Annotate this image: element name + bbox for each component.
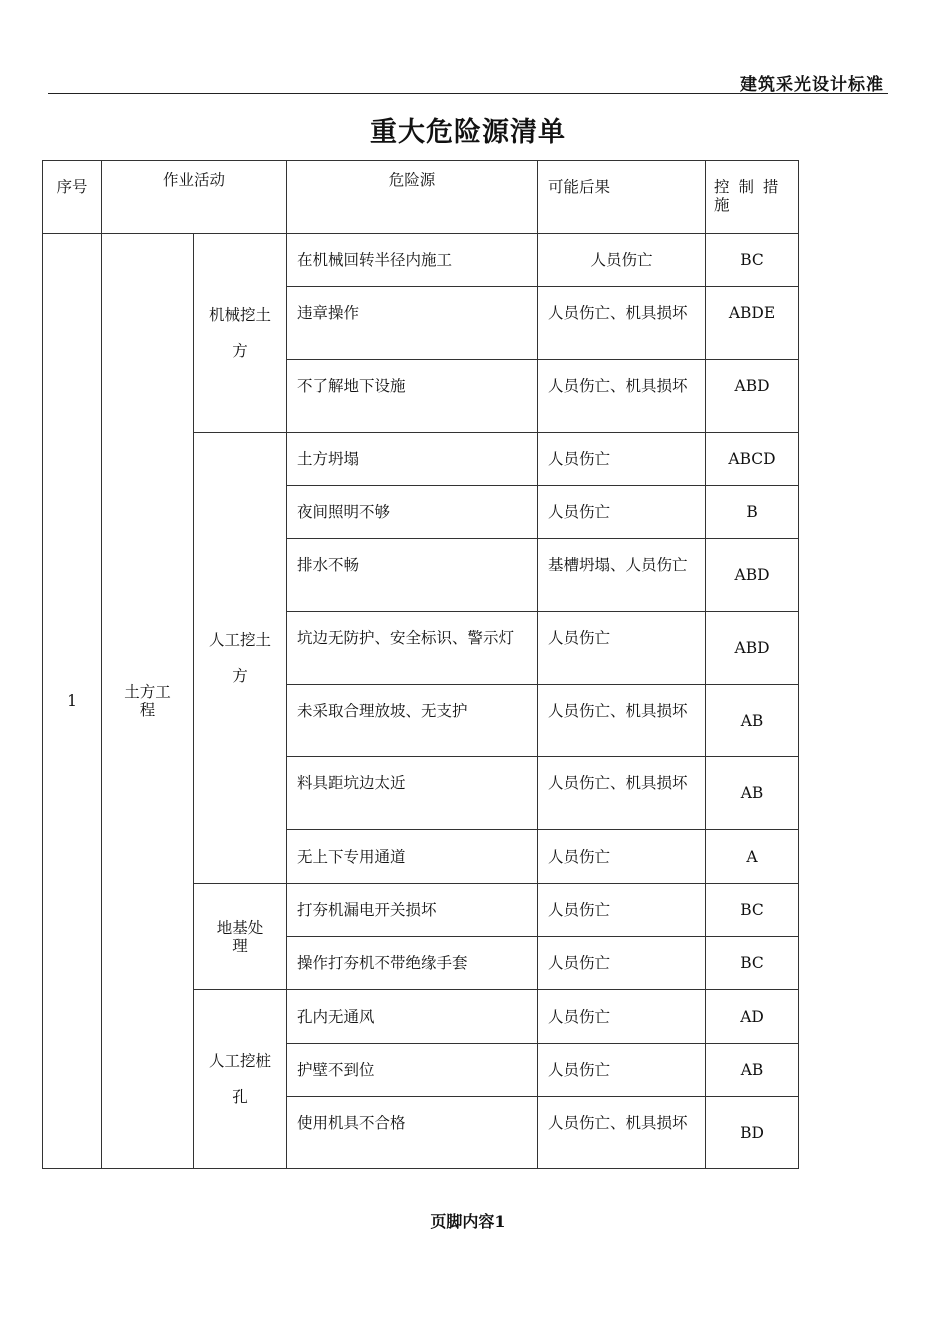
header-divider (48, 93, 888, 94)
header-measure: 控 制 措 施 (706, 161, 799, 234)
table-header-row (43, 161, 799, 234)
hazard-cell: 无上下专用通道 (287, 830, 538, 884)
measure-cell: AD (706, 990, 799, 1044)
consequence-cell: 人员伤亡 (538, 234, 706, 287)
consequence-cell: 人员伤亡 (538, 830, 706, 884)
group-name: 人工挖桩 孔 (194, 990, 287, 1169)
measure-cell: BC (706, 884, 799, 937)
consequence-cell: 人员伤亡、机具损坏 (538, 1097, 706, 1169)
measure-cell: AB (706, 685, 799, 757)
measure-cell: B (706, 486, 799, 539)
consequence-cell: 基槽坍塌、人员伤亡 (538, 539, 706, 612)
measure-cell: ABD (706, 360, 799, 433)
consequence-cell: 人员伤亡 (538, 433, 706, 486)
hazard-table (42, 160, 799, 1169)
group-name: 人工挖土 方 (194, 433, 287, 884)
measure-cell: ABD (706, 539, 799, 612)
measure-cell: ABD (706, 612, 799, 685)
hazard-cell: 料具距坑边太近 (287, 757, 538, 830)
measure-cell: AB (706, 1044, 799, 1097)
hazard-cell: 在机械回转半径内施工 (287, 234, 538, 287)
consequence-cell: 人员伤亡 (538, 990, 706, 1044)
measure-cell: ABDE (706, 287, 799, 360)
hazard-cell: 不了解地下设施 (287, 360, 538, 433)
hazard-cell: 使用机具不合格 (287, 1097, 538, 1169)
page-title: 重大危险源清单 (370, 117, 566, 148)
hazard-cell: 排水不畅 (287, 539, 538, 612)
hazard-cell: 土方坍塌 (287, 433, 538, 486)
header-consequence: 可能后果 (538, 161, 706, 234)
row-seq: 1 (43, 234, 102, 1169)
measure-cell: BD (706, 1097, 799, 1169)
table-row (43, 234, 799, 287)
header-hazard: 危险源 (287, 161, 538, 234)
header-seq: 序号 (43, 161, 102, 234)
hazard-cell: 孔内无通风 (287, 990, 538, 1044)
document-header-title: 建筑采光设计标准 (740, 75, 884, 95)
measure-cell: BC (706, 234, 799, 287)
measure-cell: A (706, 830, 799, 884)
hazard-cell: 护壁不到位 (287, 1044, 538, 1097)
measure-cell: BC (706, 937, 799, 990)
header-activity: 作业活动 (102, 161, 287, 234)
group-name: 机械挖土方 (194, 234, 287, 433)
page-footer: 页脚内容1 (430, 1212, 506, 1231)
consequence-cell: 人员伤亡 (538, 486, 706, 539)
consequence-cell: 人员伤亡、机具损坏 (538, 287, 706, 360)
consequence-cell: 人员伤亡、机具损坏 (538, 757, 706, 830)
consequence-cell: 人员伤亡 (538, 884, 706, 937)
row-category: 土方工程 (102, 234, 194, 1169)
hazard-cell: 打夯机漏电开关损坏 (287, 884, 538, 937)
consequence-cell: 人员伤亡 (538, 1044, 706, 1097)
consequence-cell: 人员伤亡、机具损坏 (538, 685, 706, 757)
consequence-cell: 人员伤亡、机具损坏 (538, 360, 706, 433)
consequence-cell: 人员伤亡 (538, 612, 706, 685)
hazard-cell: 夜间照明不够 (287, 486, 538, 539)
group-name: 地基处理 (194, 884, 287, 990)
hazard-cell: 坑边无防护、安全标识、警示灯 (287, 612, 538, 685)
measure-cell: ABCD (706, 433, 799, 486)
measure-cell: AB (706, 757, 799, 830)
consequence-cell: 人员伤亡 (538, 937, 706, 990)
hazard-cell: 违章操作 (287, 287, 538, 360)
hazard-cell: 未采取合理放坡、无支护 (287, 685, 538, 757)
hazard-cell: 操作打夯机不带绝缘手套 (287, 937, 538, 990)
